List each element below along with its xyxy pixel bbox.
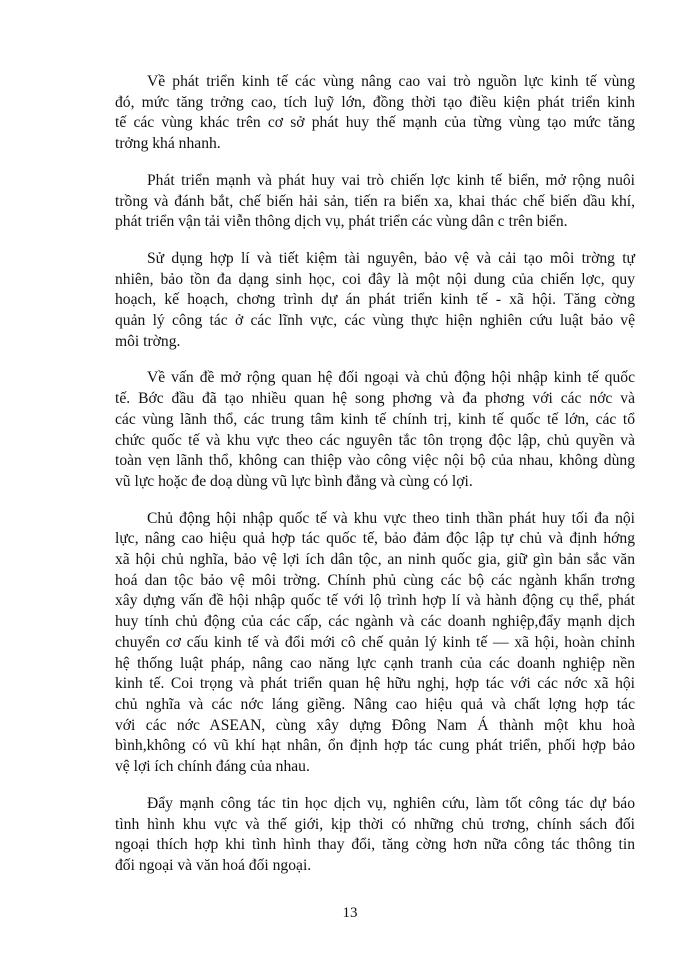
paragraph-information-work <box>115 794 635 877</box>
paragraph-marine-economy <box>115 171 635 233</box>
text-line: kinh tế. Coi trọng và phát triển quan hệ hữu nghị, hợp tác với các nớc xã hội <box>115 675 635 693</box>
text-line: huy tính chủ động của các cấp, các ngành và các doanh nghiệp,đẩy mạnh dịch <box>115 613 635 631</box>
text-line: chuyển cơ cấu kinh tế và đổi mới cô chế quản lý kinh tế — xã hội, hoàn chỉnh <box>115 633 635 651</box>
text-line: đối ngoại và văn hoá đối ngoại. <box>115 856 312 874</box>
text-line: nhiên, bảo tồn đa dạng sinh học, coi đây là một nội dung của chiến lợc, quy <box>115 270 635 288</box>
text-line: trồng và đánh bắt, chế biến hải sản, tiến ra biển xa, khai thác chế biến dầu khí, <box>115 192 635 210</box>
text-line: vũ lực hoặc đe doạ dùng vũ lực bình đẳng và cùng có lợi. <box>115 472 473 490</box>
paragraph-international-integration <box>115 509 635 778</box>
text-line: Đẩy mạnh công tác tin học dịch vụ, nghiên cứu, làm tốt công tác dự báo <box>147 794 635 812</box>
text-line: Sử dụng hợp lí và tiết kiệm tài nguyên, bảo vệ và cải tạo môi trờng tự <box>147 249 635 267</box>
text-line: Về phát triển kinh tế các vùng nâng cao vai trò nguồn lực kinh tế vùng <box>147 73 635 90</box>
text-line: môi trờng. <box>115 332 181 350</box>
text-line: tế các vùng khác trên cơ sở phát huy thế mạnh của từng vùng tạo mức tăng <box>115 114 635 132</box>
paragraph-regional-development <box>115 72 635 155</box>
text-line: lực, nâng cao hiệu quả hợp tác quốc tế, bảo đảm độc lập tự chủ và định hớng <box>115 530 635 548</box>
text-line: quản lý công tác ở các lĩnh vực, các vùng thực hiện nghiên cứu luật bảo vệ <box>115 312 635 330</box>
text-line: xây dựng vấn đề hội nhập quốc tế với lộ trình hợp lí và hành động cụ thể, phát <box>115 592 635 610</box>
text-line: tình hình khu vực và thế giới, kịp thời có những chủ trơng, chính sách đối <box>115 815 635 833</box>
text-line: tế. Bớc đầu đã tạo nhiều quan hệ song phơng và đa phơng với các nớc và <box>115 390 635 408</box>
text-line: hệ thống luật pháp, nâng cao năng lực cạnh tranh của các doanh nghiệp nền <box>115 654 635 672</box>
paragraph-resources-environment <box>115 249 635 353</box>
text-line: toàn vẹn lãnh thổ, không can thiệp vào công việc nội bộ của nhau, không dùng <box>115 452 635 470</box>
document-page <box>115 72 635 893</box>
text-line: Phát triển mạnh và phát huy vai trò chiến lợc kinh tế biển, mở rộng nuôi <box>147 171 635 189</box>
text-line: vệ lợi ích chính đáng của nhau. <box>115 758 310 776</box>
text-line: các vùng lãnh thổ, các trung tâm kinh tế chính trị, kinh tế quốc tế lớn, các tổ <box>115 410 635 428</box>
text-line: đó, mức tăng trởng cao, tích luỹ lớn, đồng thời tạo điều kiện phát triển kinh <box>115 93 635 111</box>
text-line: Về vấn đề mở rộng quan hệ đối ngoại và chủ động hội nhập kinh tế quốc <box>147 369 635 387</box>
text-line: Chủ động hội nhập quốc tế và khu vực theo tinh thần phát huy tối đa nội <box>147 509 635 527</box>
text-line: chức quốc tế và khu vực theo các nguyên tắc tôn trọng độc lập, chủ quyền và <box>115 431 635 449</box>
text-line: ngoại thích hợp khi tình hình thay đổi, tăng cờng hơn nữa công tác thông tin <box>115 836 635 854</box>
text-line: xã hội chủ nghĩa, bảo vệ lợi ích dân tộc, an ninh quốc gia, giữ gìn bản sắc văn <box>115 551 635 569</box>
text-line: chủ nghĩa và các nớc láng giềng. Nâng cao hiệu quả và chất lợng hợp tác <box>115 695 635 713</box>
text-line: với các nớc ASEAN, cùng xây dựng Đông Nam Á thành một khu hoà <box>115 716 635 734</box>
text-line: phát triển vận tải viễn thông dịch vụ, phát triển các vùng dân c trên biển. <box>115 213 568 231</box>
text-line: hoạch, kế hoạch, chơng trình dự án phát triển kinh tế - xã hội. Tăng cờng <box>115 291 635 309</box>
page-number: 13 <box>342 905 358 921</box>
paragraph-foreign-relations <box>115 368 635 492</box>
text-line: hoá dan tộc bảo vệ môi trờng. Chính phủ cùng các bộ các ngành khẩn trơng <box>115 571 635 589</box>
text-line: trởng khá nhanh. <box>115 135 221 153</box>
text-line: bình,không có vũ khí hạt nhân, ổn định hợp tác cung phát triển, phối hợp bảo <box>115 737 635 755</box>
